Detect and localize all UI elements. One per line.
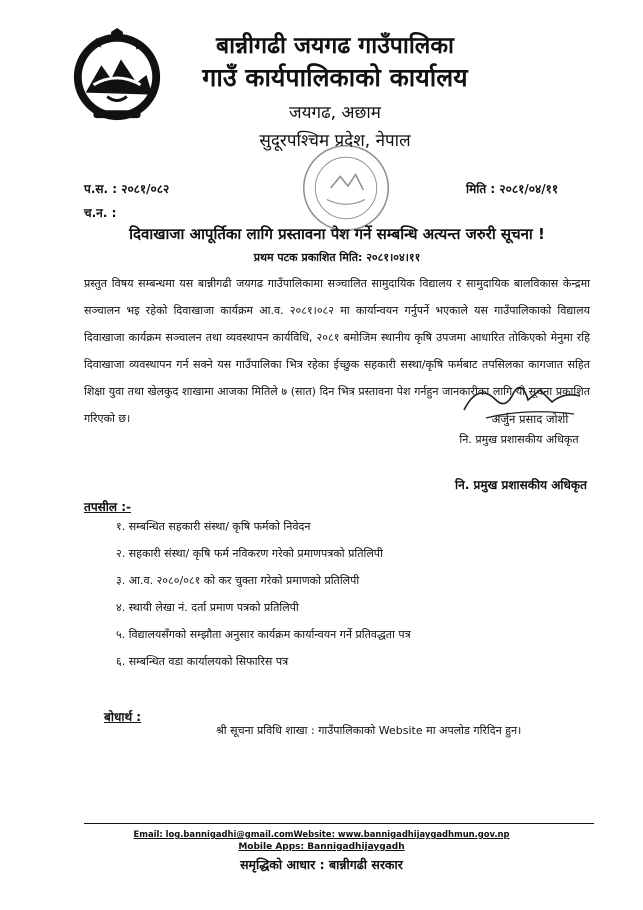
enclosures-label: तपसील :- — [84, 500, 131, 514]
list-item: ६. सम्बन्धित वडा कार्यालयको सिफारिस पत्र — [116, 655, 289, 668]
list-item: ३. आ.व. २०८०/०८१ को कर चुक्ता गरेको प्रमाणको प्रतिलिपी — [116, 574, 360, 587]
dispatch-number: च.न. : — [84, 206, 117, 220]
footer-divider — [84, 823, 594, 824]
cc-recipient: श्री सूचना प्रविधि शाखा : गाउँपालिकाको Website मा अपलोड गरिदिन हुन। — [216, 724, 522, 737]
list-item: ५. विद्यालयसँगको सम्झौता अनुसार कार्यक्रम कार्यान्वयन गर्ने प्रतिवद्धता पत्र — [116, 628, 411, 641]
footer-apps: Mobile Apps: Bannigadhijaygadh — [238, 842, 405, 852]
office-location: जयगढ, अछाम — [289, 103, 381, 123]
cc-label: बोधार्थ : — [104, 710, 142, 724]
published-date: प्रथम पटक प्रकाशित मिति: २०८१।०४।११ — [253, 251, 421, 264]
nepal-emblem-icon — [68, 26, 166, 124]
office-seal-icon — [298, 140, 394, 236]
list-item: २. सहकारी संस्था/ कृषि फर्म नविकरण गरेको प्रमाणपत्रको प्रतिलिपी — [116, 547, 383, 560]
signatory-name: अर्जुन प्रसाद जोशी — [491, 412, 569, 426]
letter-date: मिति : २०८१/०४/११ — [466, 182, 559, 196]
designation-stamp: नि. प्रमुख प्रशासकीय अधिकृत — [455, 478, 587, 492]
enclosures-list — [116, 513, 536, 675]
office-province: सुदूरपश्चिम प्रदेश, नेपाल — [259, 131, 411, 151]
list-item: १. सम्बन्धित सहकारी संस्था/ कृषि फर्मको निवेदन — [116, 520, 311, 533]
footer-slogan: समृद्धिको आधार : बान्नीगढी सरकार — [240, 857, 403, 872]
notice-body: प्रस्तुत विषय सम्बन्धमा यस बान्नीगढी जयगढ गाउँपालिकामा सञ्चालित सामुदायिक विद्यालय र सामुदायिक बालविकास केन्द्रमा सञ्चालन भइ रहेको दिवाखाजा कार्यक्रम आ.व. २०८१।०८२ मा कार्यान्वयन गर्नुपर्ने भएकाले यस गाउँपालिकाको विद्यालय दिवाखाजा कार्यक्रम सञ्चालन तथा व्यवस्थापन कार्यविधि, २०८१ बमोजिम स्थानीय कृषि उपजमा आधारित तोकिएको मेनुमा रहि दिवाखाजा व्यवस्थापन गर्न सक्ने यस गाउँपालिका भित्र रहेका ईच्छुक सहकारी सस्था/कृषि फर्मबाट तपसिलका कागजात सहित शिक्षा युवा तथा खेलकुद शाखामा आजका मितिले ७ (सात) दिन भित्र प्रस्तावना पेश गर्नहुन जानकारीका लागि यो सूचना प्रकाशित गरिएको छ। — [84, 277, 590, 425]
reference-number: प.स. : २०८१/०८२ — [84, 182, 170, 196]
municipality-name: बान्नीगढी जयगढ गाउँपालिका — [215, 33, 455, 59]
footer-contact: Email: log.bannigadhi@gmail.comWebsite: www.bannigadhijaygadhmun.gov.np — [133, 829, 510, 839]
office-name: गाउँ कार्यपालिकाको कार्यालय — [202, 63, 468, 92]
list-item: ४. स्थायी लेखा नं. दर्ता प्रमाण पत्रको प्रतिलिपी — [116, 601, 299, 614]
signatory-designation: नि. प्रमुख प्रशासकीय अधिकृत — [459, 433, 579, 446]
notice-subject: दिवाखाजा आपूर्तिका लागि प्रस्तावना पेश गर्ने सम्बन्धि अत्यन्त जरुरी सूचना ! — [129, 225, 545, 243]
